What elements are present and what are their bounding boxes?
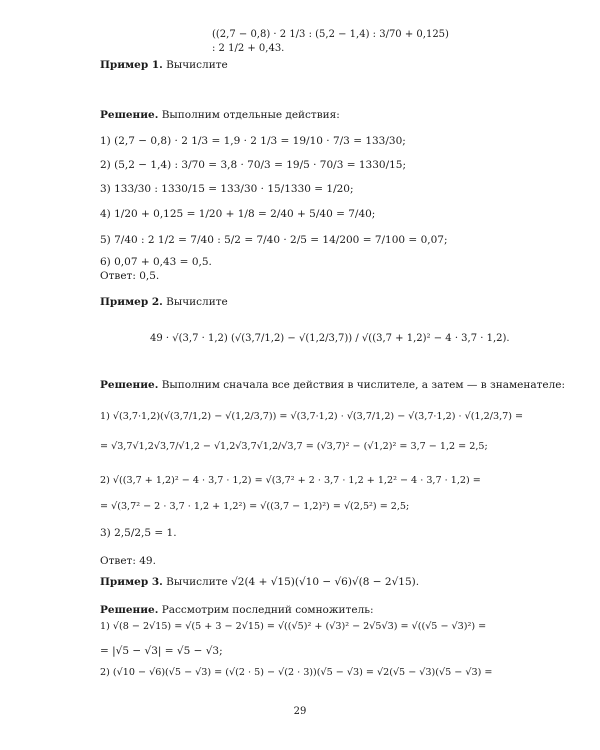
ex3-step-2: 2) (√10 − √6)(√5 − √3) = (√(2 · 5) − √(2 · 3))(√5 − √3) = √2(√5 − √3)(√5 − √3) = [100,667,493,678]
ex3-expression: √2(4 + √15)(√10 − √6)√(8 − 2√15). [231,576,420,588]
ex2-statement [100,297,228,308]
ex1-statement [100,60,228,71]
ex1-heading: Пример 1. [100,59,163,71]
ex1-answer: Ответ: 0,5. [100,270,160,282]
ex2-step-2a: 2) √((3,7 + 1,2)² − 4 · 3,7 · 1,2) = √(3,7² + 2 · 3,7 · 1,2 + 1,2² − 4 · 3,7 · 1,2) = [100,475,481,486]
ex1-expression: ((2,7 − 0,8) · 2 1/3 : (5,2 − 1,4) : 3/70 + 0,125) : 2 1/2 + 0,43. [212,29,449,54]
ex1-step-3: 3) 133/30 : 1330/15 = 133/30 · 15/1330 = 1/20; [100,183,354,195]
ex2-expression: 49 · √(3,7 · 1,2) (√(3,7/1,2) − √(1,2/3,7)) / √((3,7 + 1,2)² − 4 · 3,7 · 1,2). [150,333,510,344]
ex2-heading: Пример 2. [100,296,163,308]
ex1-solution-heading: Решение. Выполним отдельные действия: [100,109,340,121]
ex2-step-2b: = √(3,7² − 2 · 3,7 · 1,2 + 1,2²) = √((3,7 − 1,2)²) = √(2,5²) = 2,5; [100,501,410,512]
ex3-statement [100,577,419,588]
ex3-heading: Пример 3. [100,576,163,588]
ex1-step-2: 2) (5,2 − 1,4) : 3/70 = 3,8 · 70/3 = 19/5 · 70/3 = 1330/15; [100,159,407,171]
ex2-step-1b: = √3,7√1,2√3,7/√1,2 − √1,2√3,7√1,2/√3,7 = (√3,7)² − (√1,2)² = 3,7 − 1,2 = 2,5; [100,441,488,452]
ex1-text: Вычислите [166,59,228,71]
ex2-solution-heading: Решение. Выполним сначала все действия в числителе, а затем — в знаменателе: [100,379,566,391]
ex1-step-4: 4) 1/20 + 0,125 = 1/20 + 1/8 = 2/40 + 5/40 = 7/40; [100,208,376,220]
ex1-step-5: 5) 7/40 : 2 1/2 = 7/40 : 5/2 = 7/40 · 2/5 = 14/200 = 7/100 = 0,07; [100,234,448,246]
page-number: 29 [293,706,307,717]
ex3-step-1b: = |√5 − √3| = √5 − √3; [100,645,223,657]
ex3-solution-heading: Решение. Рассмотрим последний сомножитель: [100,604,374,616]
ex3-step-1a: 1) √(8 − 2√15) = √(5 + 3 − 2√15) = √((√5)² + (√3)² − 2√5√3) = √((√5 − √3)²) = [100,621,487,632]
ex2-answer: Ответ: 49. [100,555,156,567]
ex3-text: Вычислите [166,576,228,588]
ex2-step-3: 3) 2,5/2,5 = 1. [100,527,177,539]
ex1-step-6: 6) 0,07 + 0,43 = 0,5. [100,256,212,268]
ex2-text: Вычислите [166,296,228,308]
ex1-step-1: 1) (2,7 − 0,8) · 2 1/3 = 1,9 · 2 1/3 = 19/10 · 7/3 = 133/30; [100,135,406,147]
ex2-step-1a: 1) √(3,7·1,2)(√(3,7/1,2) − √(1,2/3,7)) = √(3,7·1,2) · √(3,7/1,2) − √(3,7·1,2) · √(1,2/3,7) = [100,411,524,422]
